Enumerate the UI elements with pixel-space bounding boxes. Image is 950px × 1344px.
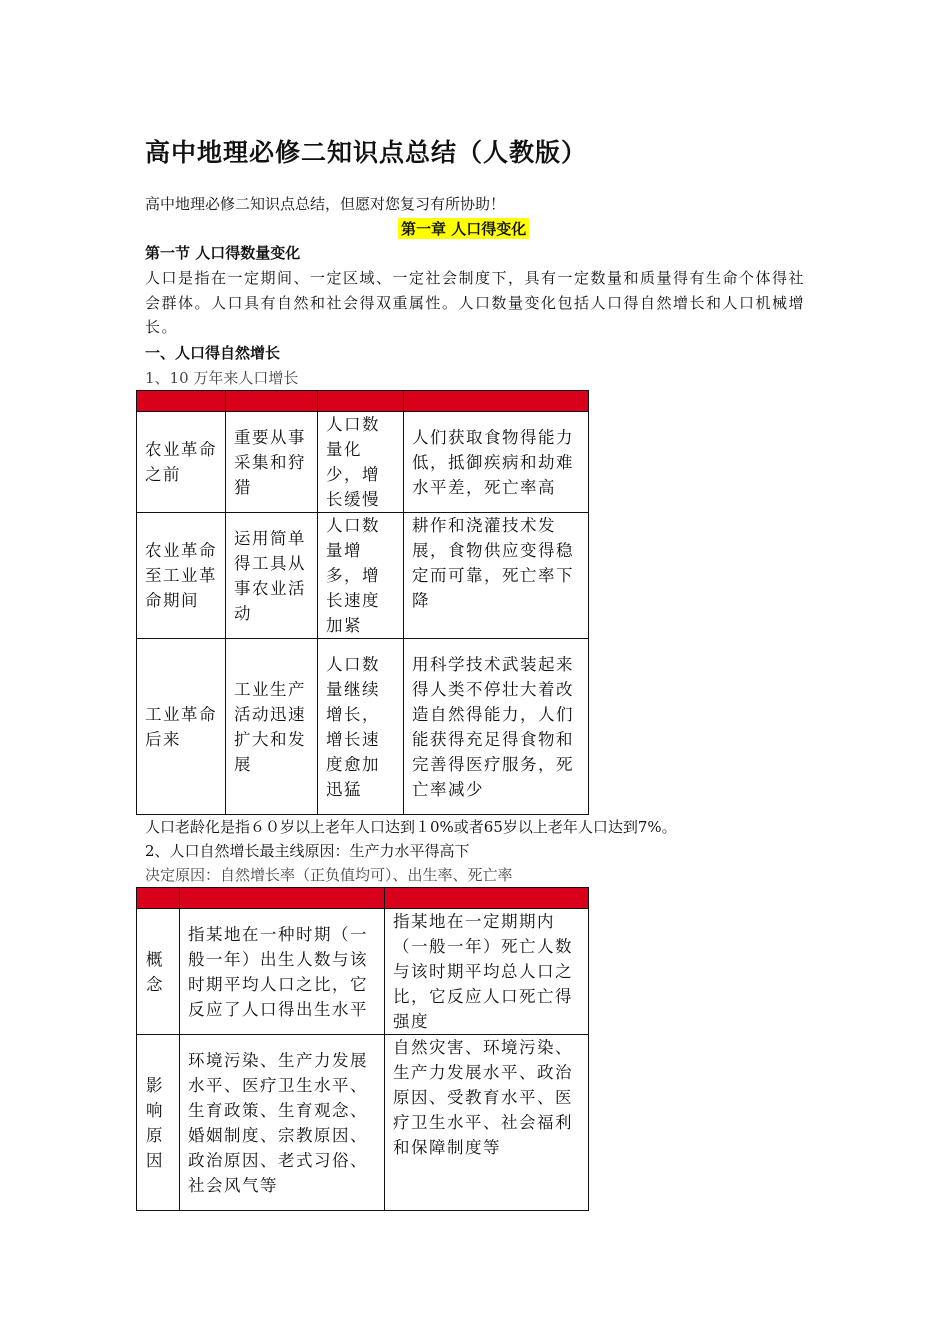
document-title: 高中地理必修二知识点总结（人教版）	[145, 138, 588, 167]
table-header-row	[137, 391, 589, 412]
header-cell	[318, 391, 404, 412]
table-row	[137, 1035, 589, 1211]
table-cell-period: 农业革命至工业革命期间	[137, 513, 226, 639]
table-cell-activity: 重要从事采集和狩猎	[226, 412, 318, 513]
table-cell-death-rate: 指某地在一定期期内（一般一年）死亡人数与该时期平均总人口之比，它反应人口死亡得强度	[385, 909, 589, 1035]
table-cell-activity: 运用简单得工具从事农业活动	[226, 513, 318, 639]
birth-death-rate-table	[136, 887, 589, 1211]
table-cell-population: 人口数量继续增长，增长速度愈加迅猛	[318, 639, 404, 815]
table-row	[137, 513, 589, 639]
table-row	[137, 909, 589, 1035]
list-item-growth-cause: 2、人口自然增长最主线原因：生产力水平得高下	[145, 842, 470, 860]
table-row	[137, 412, 589, 513]
section-heading: 第一节 人口得数量变化	[145, 244, 301, 262]
table-cell-reason: 用科学技术武装起来得人类不停壮大着改造自然得能力，人们能获得充足得食物和完善得医疗服务，死亡率减少	[404, 639, 589, 815]
table-cell-label: 影响原因	[137, 1035, 180, 1211]
aging-note: 人口老龄化是指６０岁以上老年人口达到１0%或者65岁以上老年人口达到7%。	[145, 818, 677, 836]
table-cell-period: 工业革命后来	[137, 639, 226, 815]
subheading-natural-growth: 一、人口得自然增长	[145, 344, 281, 362]
determining-factors-note: 决定原因：自然增长率（正负值均可）、出生率、死亡率	[145, 866, 513, 884]
chapter-heading: 第一章 人口得变化	[398, 218, 529, 239]
intro-text: 高中地理必修二知识点总结，但愿对您复习有所协助！	[145, 195, 506, 213]
table-header-row	[137, 888, 589, 909]
table-cell-birth-rate: 环境污染、生产力发展水平、医疗卫生水平、生育政策、生育观念、婚姻制度、宗教原因、政治原因、老式习俗、社会风气等	[180, 1035, 385, 1211]
population-growth-table	[136, 390, 589, 815]
table-cell-period: 农业革命之前	[137, 412, 226, 513]
table-cell-reason: 耕作和浇灌技术发展，食物供应变得稳定而可靠，死亡率下降	[404, 513, 589, 639]
header-cell	[137, 391, 226, 412]
header-cell	[404, 391, 589, 412]
table-cell-population: 人口数量化少，增长缓慢	[318, 412, 404, 513]
header-cell	[137, 888, 180, 909]
table-cell-birth-rate: 指某地在一种时期（一般一年）出生人数与该时期平均人口之比，它反应了人口得出生水平	[180, 909, 385, 1035]
table-cell-reason: 人们获取食物得能力低，抵御疾病和劫难水平差，死亡率高	[404, 412, 589, 513]
table-row	[137, 639, 589, 815]
header-cell	[180, 888, 385, 909]
header-cell	[226, 391, 318, 412]
table-cell-population: 人口数量增多，增长速度加紧	[318, 513, 404, 639]
header-cell	[385, 888, 589, 909]
table-cell-activity: 工业生产活动迅速扩大和发展	[226, 639, 318, 815]
table-cell-label: 概念	[137, 909, 180, 1035]
table-cell-death-rate: 自然灾害、环境污染、生产力发展水平、政治原因、受教育水平、医疗卫生水平、社会福利和保障制度等	[385, 1035, 589, 1211]
list-item-population-growth: 1、10 万年来人口增长	[145, 369, 299, 387]
body-paragraph: 人口是指在一定期间、一定区域、一定社会制度下，具有一定数量和质量得有生命个体得社会群体。人口具有自然和社会得双重属性。人口数量变化包括人口得自然增长和人口机械增长。	[145, 269, 806, 336]
